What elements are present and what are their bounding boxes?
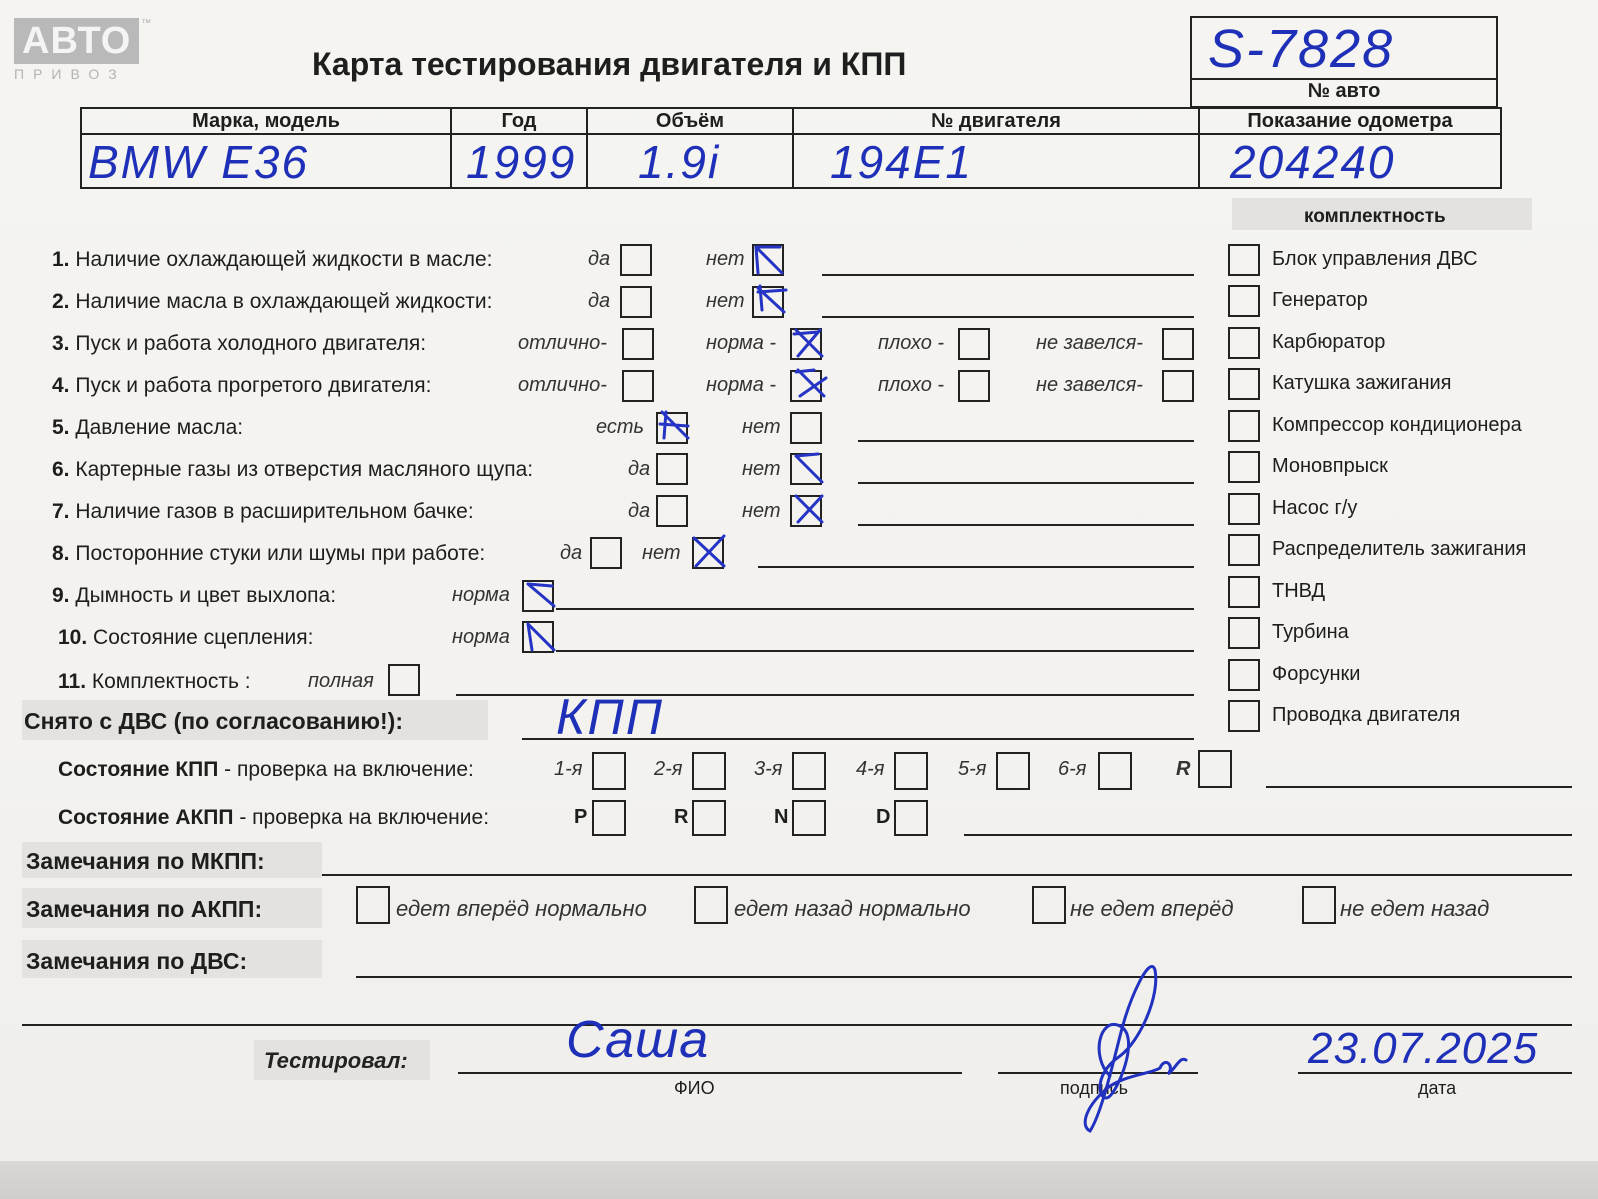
question-number: 8. <box>52 542 70 565</box>
removed-label: Снято с ДВС (по согласованию!): <box>24 708 403 734</box>
mode-checkbox[interactable] <box>894 800 928 836</box>
kit-checkbox[interactable] <box>1228 327 1260 359</box>
vehicle-header-table <box>80 107 1502 189</box>
mode-checkbox[interactable] <box>592 800 626 836</box>
kit-item-label: Турбина <box>1272 621 1349 643</box>
kit-item-label: Распределитель зажигания <box>1272 538 1527 560</box>
logo-tm: ™ <box>141 18 152 29</box>
akpp-remark-label: едет вперёд нормально <box>396 896 647 921</box>
akpp-remark-checkbox[interactable] <box>1302 886 1336 924</box>
logo-name: АВТО <box>14 18 139 64</box>
question-11 <box>58 670 251 694</box>
kit-checkbox[interactable] <box>1228 451 1260 483</box>
gear-checkbox[interactable] <box>1198 750 1232 788</box>
kit-item-label: Моновпрыск <box>1272 455 1388 477</box>
question-number: 7. <box>52 500 70 523</box>
option-checkbox-checked[interactable] <box>752 244 784 276</box>
signature-icon <box>1050 956 1190 1136</box>
question-number: 10. <box>58 626 88 649</box>
kit-checkbox[interactable] <box>1228 700 1260 732</box>
question-7 <box>52 500 474 524</box>
kpp-label <box>58 758 474 782</box>
option-checkbox-checked[interactable] <box>790 495 822 527</box>
value-engine-no: 194E1 <box>830 136 974 188</box>
option-checkbox-checked[interactable] <box>522 621 554 653</box>
question-text: Картерные газы из отверстия масляного щупа: <box>75 458 534 481</box>
kit-checkbox[interactable] <box>1228 534 1260 566</box>
gear-label: R <box>1176 758 1191 780</box>
question-8 <box>52 542 485 566</box>
option-checkbox[interactable] <box>1162 328 1194 360</box>
option-label: плохо - <box>878 374 945 396</box>
gear-label: 2-я <box>654 758 683 780</box>
question-9 <box>52 584 336 608</box>
col-year: Год <box>451 108 587 134</box>
kit-checkbox[interactable] <box>1228 493 1260 525</box>
option-checkbox-checked[interactable] <box>522 580 554 612</box>
mode-checkbox[interactable] <box>692 800 726 836</box>
akpp-label-rest: - проверка на включение: <box>233 806 490 829</box>
col-volume: Объём <box>587 108 793 134</box>
signature-caption: подпись <box>1060 1078 1129 1098</box>
gear-label: 3-я <box>754 758 783 780</box>
option-checkbox[interactable] <box>388 664 420 696</box>
kit-item-label: Компрессор кондиционера <box>1272 414 1522 436</box>
gear-label: 6-я <box>1058 758 1087 780</box>
question-10 <box>58 626 313 650</box>
option-checkbox-checked[interactable] <box>790 453 822 485</box>
question-text: Пуск и работа прогретого двигателя: <box>75 374 432 397</box>
question-3 <box>52 332 426 356</box>
question-text: Наличие охлаждающей жидкости в масле: <box>75 248 493 271</box>
remarks-akpp-label: Замечания по АКПП: <box>26 896 263 922</box>
kit-item-label: Проводка двигателя <box>1272 704 1461 726</box>
option-label: плохо - <box>878 332 945 354</box>
option-checkbox[interactable] <box>790 412 822 444</box>
question-number: 9. <box>52 584 70 607</box>
option-label: норма - <box>706 374 777 396</box>
question-text: Дымность и цвет выхлопа: <box>75 584 337 607</box>
akpp-remark-label: не едет вперёд <box>1070 896 1234 921</box>
gear-checkbox[interactable] <box>692 752 726 790</box>
value-year: 1999 <box>466 136 577 188</box>
gear-label: 1-я <box>554 758 583 780</box>
question-text: Наличие масла в охлаждающей жидкости: <box>75 290 493 313</box>
gear-checkbox[interactable] <box>1098 752 1132 790</box>
option-checkbox[interactable] <box>622 370 654 402</box>
logo <box>14 18 151 82</box>
option-label: норма <box>452 584 510 606</box>
akpp-remark-label: едет назад нормально <box>734 896 971 921</box>
col-engine-no: № двигателя <box>793 108 1199 134</box>
option-checkbox[interactable] <box>620 244 652 276</box>
option-label: не завелся- <box>1036 374 1143 396</box>
option-checkbox[interactable] <box>656 453 688 485</box>
akpp-remark-checkbox[interactable] <box>356 886 390 924</box>
mode-label: P <box>574 806 588 828</box>
option-label: нет <box>742 458 781 480</box>
question-text: Состояние сцепления: <box>93 626 314 649</box>
question-1 <box>52 248 492 272</box>
kit-checkbox[interactable] <box>1228 617 1260 649</box>
option-label: норма <box>452 626 510 648</box>
question-number: 4. <box>52 374 70 397</box>
name-caption: ФИО <box>674 1078 715 1098</box>
option-label: да <box>628 458 651 480</box>
question-number: 11. <box>58 670 87 693</box>
option-label: отлично- <box>518 374 607 396</box>
akpp-remark-checkbox[interactable] <box>694 886 728 924</box>
gear-label: 4-я <box>856 758 885 780</box>
option-label: отлично- <box>518 332 607 354</box>
col-make-model: Марка, модель <box>81 108 451 134</box>
remarks-mkpp-label: Замечания по МКПП: <box>26 848 265 874</box>
question-5 <box>52 416 243 440</box>
question-text: Наличие газов в расширительном бачке: <box>75 500 474 523</box>
option-label: да <box>628 500 651 522</box>
question-number: 6. <box>52 458 70 481</box>
question-text: Комплектность : <box>91 670 251 693</box>
kit-item-label: Блок управления ДВС <box>1272 248 1478 270</box>
kit-item-label: Катушка зажигания <box>1272 372 1452 394</box>
question-number: 3. <box>52 332 70 355</box>
page-title: Карта тестирования двигателя и КПП <box>312 46 907 82</box>
option-checkbox[interactable] <box>958 328 990 360</box>
option-checkbox-checked[interactable] <box>692 537 724 569</box>
option-checkbox-checked[interactable] <box>656 412 688 444</box>
question-4 <box>52 374 432 398</box>
kit-checkbox[interactable] <box>1228 659 1260 691</box>
value-odometer: 204240 <box>1230 136 1396 188</box>
option-label: есть <box>596 416 645 438</box>
value-volume: 1.9i <box>638 136 721 188</box>
option-checkbox[interactable] <box>622 328 654 360</box>
option-checkbox[interactable] <box>958 370 990 402</box>
question-text: Пуск и работа холодного двигателя: <box>75 332 427 355</box>
question-6 <box>52 458 533 482</box>
option-checkbox-checked[interactable] <box>790 328 822 360</box>
mode-label: D <box>876 806 891 828</box>
option-label: да <box>560 542 583 564</box>
kit-checkbox[interactable] <box>1228 244 1260 276</box>
option-label: полная <box>308 670 374 692</box>
auto-number-value: S-7828 <box>1208 19 1395 79</box>
col-odometer: Показание одометра <box>1199 108 1501 134</box>
remarks-dvs-label: Замечания по ДВС: <box>26 948 248 974</box>
kit-item-label: Форсунки <box>1272 663 1361 685</box>
kit-checkbox[interactable] <box>1228 410 1260 442</box>
option-checkbox[interactable] <box>656 495 688 527</box>
option-label: нет <box>742 416 781 438</box>
auto-number-label: № авто <box>1307 80 1381 102</box>
value-make-model: BMW E36 <box>88 136 310 188</box>
option-checkbox[interactable] <box>620 286 652 318</box>
logo-sub: ПРИВОЗ <box>14 66 126 82</box>
akpp-label <box>58 806 489 830</box>
tested-label: Тестировал: <box>264 1048 408 1073</box>
option-checkbox[interactable] <box>590 537 622 569</box>
kit-title: комплектность <box>1304 206 1446 227</box>
gear-label: 5-я <box>958 758 987 780</box>
gear-checkbox[interactable] <box>894 752 928 790</box>
question-text: Давление масла: <box>75 416 244 439</box>
option-checkbox[interactable] <box>1162 370 1194 402</box>
question-number: 5. <box>52 416 70 439</box>
question-2 <box>52 290 492 314</box>
kit-item-label: Карбюратор <box>1272 331 1386 353</box>
kit-checkbox[interactable] <box>1228 368 1260 400</box>
removed-value: КПП <box>556 689 664 745</box>
akpp-label-bold: Состояние АКПП <box>58 806 234 829</box>
option-label: норма - <box>706 332 777 354</box>
kit-checkbox[interactable] <box>1228 285 1260 317</box>
option-label: нет <box>706 248 745 270</box>
kit-item-label: ТНВД <box>1272 580 1326 602</box>
option-checkbox-checked[interactable] <box>790 370 822 402</box>
mode-label: R <box>674 806 689 828</box>
akpp-remark-checkbox[interactable] <box>1032 886 1066 924</box>
kpp-label-bold: Состояние КПП <box>58 758 219 781</box>
tester-name: Саша <box>566 1011 710 1069</box>
option-label: нет <box>642 542 681 564</box>
question-number: 2. <box>52 290 70 313</box>
date-caption: дата <box>1418 1078 1457 1098</box>
mode-label: N <box>774 806 789 828</box>
option-label: да <box>588 248 611 270</box>
test-date: 23.07.2025 <box>1308 1024 1539 1073</box>
akpp-remark-label: не едет назад <box>1340 896 1490 921</box>
gear-checkbox[interactable] <box>792 752 826 790</box>
question-text: Посторонние стуки или шумы при работе: <box>75 542 486 565</box>
option-label: нет <box>742 500 781 522</box>
question-number: 1. <box>52 248 70 271</box>
kit-item-label: Насос г/у <box>1272 497 1358 519</box>
kpp-label-rest: - проверка на включение: <box>218 758 474 781</box>
option-label: да <box>588 290 611 312</box>
option-checkbox-checked[interactable] <box>752 286 784 318</box>
kit-item-label: Генератор <box>1272 289 1368 311</box>
auto-number-box <box>1190 16 1498 108</box>
gear-checkbox[interactable] <box>592 752 626 790</box>
mode-checkbox[interactable] <box>792 800 826 836</box>
gear-checkbox[interactable] <box>996 752 1030 790</box>
kit-checkbox[interactable] <box>1228 576 1260 608</box>
option-label: не завелся- <box>1036 332 1143 354</box>
option-label: нет <box>706 290 745 312</box>
